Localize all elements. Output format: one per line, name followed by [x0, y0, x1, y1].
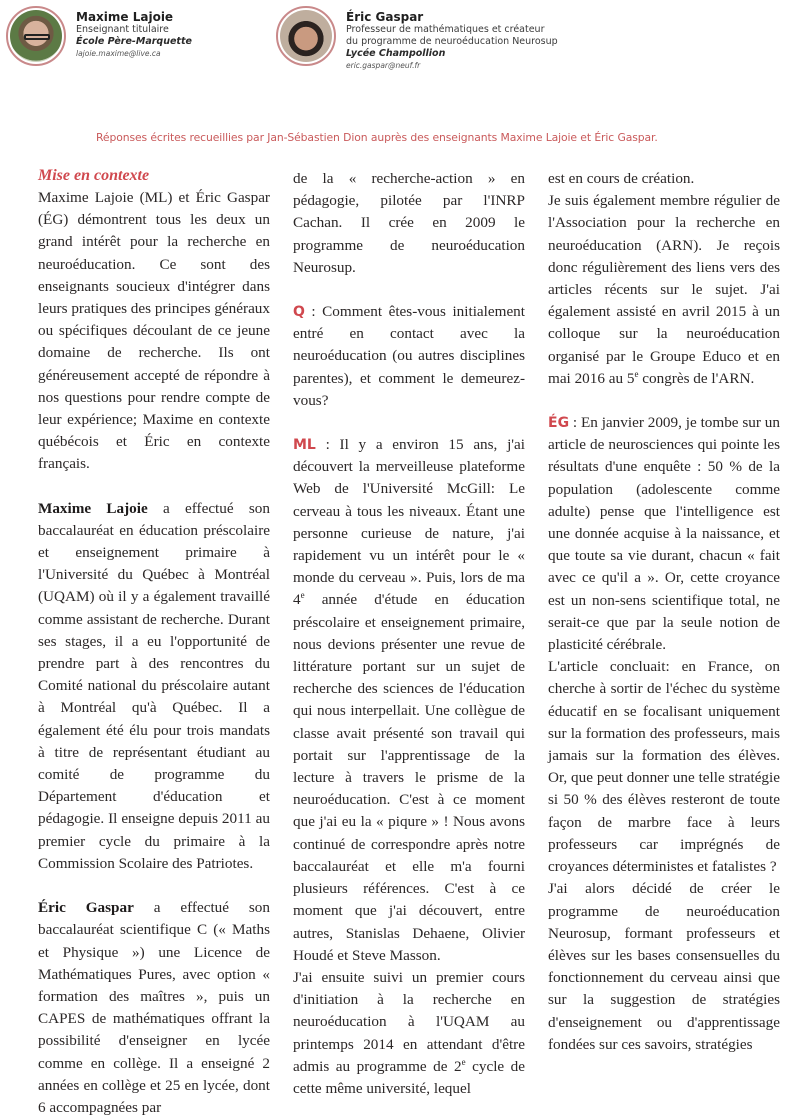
ml-bio-name: Maxime Lajoie — [38, 499, 148, 517]
eg-answer-paragraph-2: L'article concluait: en France, on cherche à sortir de l'échec du système éducatif en se focalisant uniquement sur la formation des professeurs, mais jamais sur la formation des élèves. Or, que peut donner une telle stratégie si 50 % des élèves resteront de toute façon de marbre face à leurs professeurs car imprégnés de croyances déterministes et fatalistes ? — [548, 658, 780, 876]
eg-answer-text: : En janvier 2009, je tombe sur un article de neurosciences qui pointe les résultats d'une enquête : 50 % de la population (adolescente comme adulte) pense que l'intelligence est une donnée acquise à la naissance, et que toute sa vie durant, chacun « fait avec ce qu'il a ». Or, cette croyance est un non-sens scientifique total, ne serait-ce que par la seule notion de plasticité cérébrale. — [548, 414, 780, 654]
question-paragraph — [293, 301, 525, 412]
article-column-1 — [38, 165, 270, 1119]
ml-answer-continued: est en cours de création. — [548, 170, 695, 187]
eg-answer-paragraph-3: J'ai alors décidé de créer le programme de neuroéducation Neurosup, formant professeurs et élèves sur les bases consensuelles du fonctionnement du cerveau ainsi que sur la suggestion de stratégies d'enseignement ou d'apprentissage fondées sur ces savoirs, stratégies — [548, 880, 780, 1053]
ordinal-superscript: e — [634, 368, 639, 379]
profile-maxime-lajoie — [6, 6, 192, 66]
ml-answer-text: Je suis également membre régulier de l'Association pour la recherche en neuroéducation (ARN). Je reçois donc régulièrement des liens vers des articles récents sur le sujet. J'ai également assisté en avril 2015 à un colloque sur la neuroéducation organisé par le Groupe Educo et en mai 2016 au 5 — [548, 192, 780, 387]
eg-bio-paragraph — [38, 897, 270, 1119]
ml-answer-text: : Il y a environ 15 ans, j'ai découvert la merveilleuse plateforme Web de l'Université McGill: Le cerveau à tous les niveaux. Étant une personne curieuse de nature, j'ai rapidement vu un intérêt pour le « monde du cerveau ». Puis, lors de ma 4 — [293, 436, 525, 609]
interview-intro: Réponses écrites recueillies par Jan-Sébastien Dion auprès des enseignants Maxime Lajoie et Éric Gaspar. — [96, 131, 658, 144]
eg-bio-text: a effectué son baccalauréat scientifique C (« Maths et Physique ») une Licence de Mathématiques Pures, avec option « formation des maîtres », puis un CAPES de mathématiques offrant la possibilité d'enseigner en lycée comme en collège. Il a enseigné 2 années en collège et 25 en lycée, dont 6 accompagnées par — [38, 899, 270, 1116]
context-paragraph: Maxime Lajoie (ML) et Éric Gaspar (ÉG) démontrent tous les deux un grand intérêt pour la recherche en neuroéducation. Ce sont des enseignants soucieux d'intégrer dans leurs pratiques des principes généraux ou spécifiques découlant de ce jeune domaine de recherche. Ils ont généreusement accepté de répondre à nos questions pour rendre compte de leur expérience; Maxime en contexte québécois et Éric en contexte français. — [38, 189, 270, 473]
profile-name: Éric Gaspar — [346, 10, 424, 24]
article-column-2 — [293, 168, 525, 1100]
profile-role: Enseignant titulaire — [76, 24, 169, 35]
ml-answer-text: congrès de l'ARN. — [638, 369, 755, 387]
ordinal-superscript: e — [461, 1056, 466, 1067]
ml-answer-text: J'ai ensuite suivi un premier cours d'initiation à la recherche en neuroéducation à l'UQAM au printemps 2014 en attendant d'être admis au programme de 2 — [293, 968, 525, 1075]
profile-email[interactable]: lajoie.maxime@live.ca — [76, 49, 161, 58]
ml-bio-text: a effectué son baccalauréat en éducation préscolaire et enseignement primaire à l'Université du Québec à Montréal (UQAM) où il y a également travaillé comme assistant de recherche. Durant ses stages, il a eu l'opportunité de prendre part à des rencontres du Comité national du préscolaire autant à Montréal qu'à Québec. Il a également été élu pour trois mandats à titre de représentant étudiant au comité de programme du Département d'éducation et pédagogie. Il enseigne depuis 2011 au premier cycle du primaire à la Commission Scolaire des Patriotes. — [38, 499, 270, 872]
question-text: : Comment êtes-vous initialement entré en contact avec la neuroéducation (ou autres disciplines parentes), et comment le demeurez-vous? — [293, 303, 525, 409]
eg-answer-label: ÉG — [548, 415, 570, 432]
ml-answer-paragraph-3 — [548, 190, 780, 390]
profile-eric-gaspar — [276, 6, 558, 71]
profile-role-line-2: du programme de neuroéducation Neurosup — [346, 36, 558, 47]
ml-bio-paragraph — [38, 498, 270, 875]
ordinal-superscript: e — [300, 590, 305, 601]
section-title: Mise en contexte — [38, 167, 150, 184]
avatar-maxime-lajoie — [6, 6, 66, 66]
ml-answer-paragraph-2 — [293, 967, 525, 1100]
question-label: Q — [293, 304, 305, 321]
eg-bio-continued: de la « recherche-action » en pédagogie, pilotée par l'INRP Cachan. Il crée en 2009 le programme de neuroéducation Neurosup. — [293, 170, 525, 276]
article-column-3 — [548, 168, 780, 1056]
eg-bio-name: Éric Gaspar — [38, 899, 134, 917]
ml-answer-paragraph-1 — [293, 434, 525, 967]
profile-school: École Père-Marquette — [76, 36, 192, 47]
avatar-eric-gaspar — [276, 6, 336, 66]
profile-email[interactable]: eric.gaspar@neuf.fr — [346, 61, 421, 70]
ml-answer-text: cycle de cette même université, lequel — [293, 1057, 526, 1097]
ml-answer-label: ML — [293, 437, 316, 454]
glasses-icon — [24, 34, 50, 40]
eg-answer-paragraph-1 — [548, 412, 780, 656]
profile-role-line-1: Professeur de mathématiques et créateur — [346, 24, 545, 35]
ml-answer-text: année d'étude en éducation préscolaire et enseignement primaire, nous devions présenter une revue de littérature portant sur un sujet de recherche des sciences de l'éducation qui nous interpellait. Une collègue de classe avait présenté son travail qui portait sur l'apprentissage de la lecture à travers le prisme de la neuroéducation. C'est à ce moment que j'ai eu la « piqure » ! Nous avons continué de correspondre après notre baccalauréat et elle m'a fourni plusieurs références. C'est à ce moment que j'ai découvert, entre autres, Stanislas Dehaene, Olivier Houdé et Steve Masson. — [293, 591, 525, 964]
profile-school: Lycée Champollion — [346, 48, 446, 59]
profile-name: Maxime Lajoie — [76, 10, 174, 24]
